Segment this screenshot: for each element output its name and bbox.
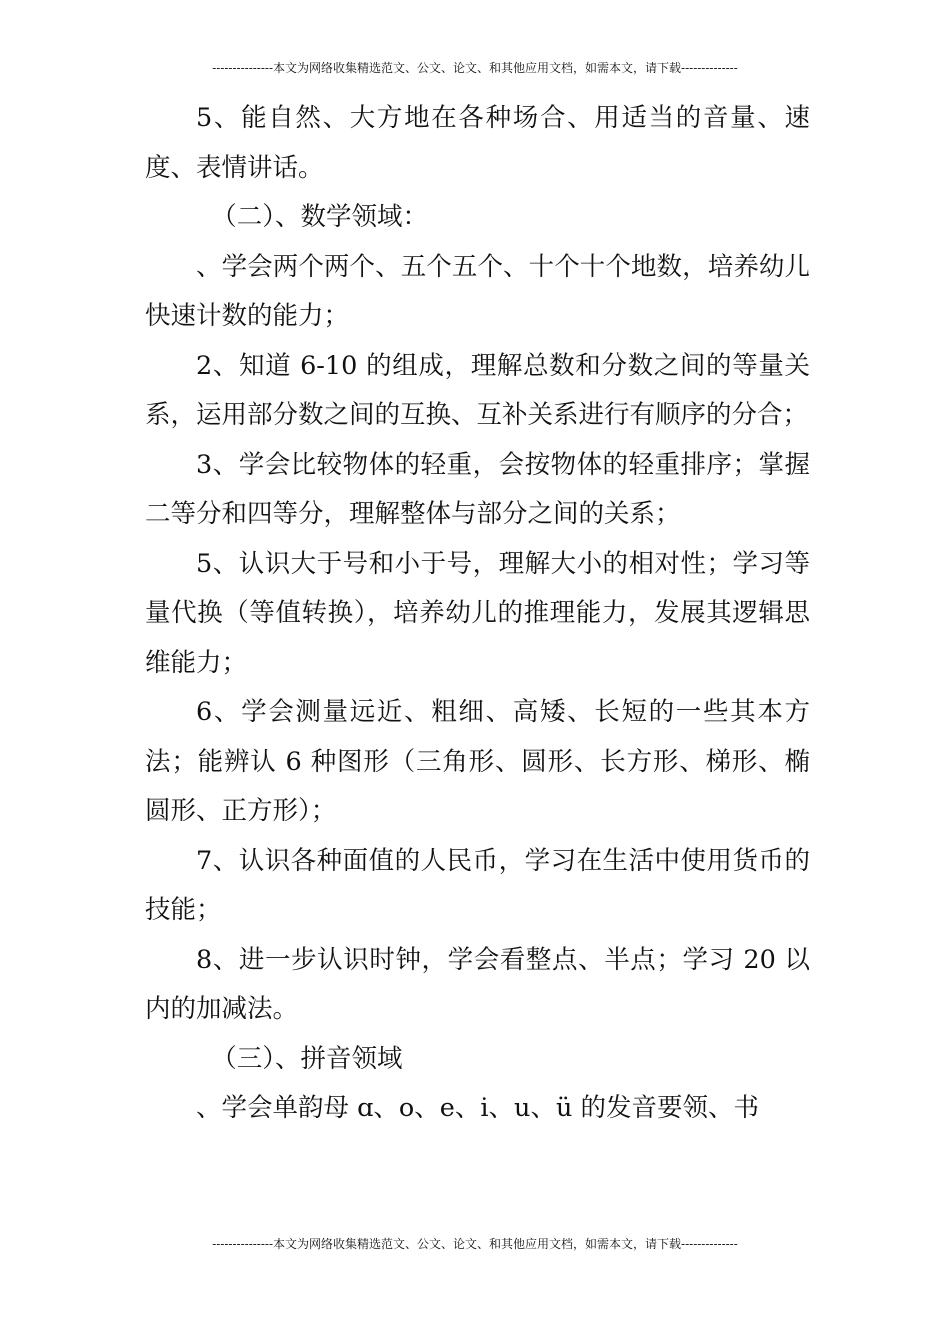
section-heading-math: （二）、数学领域： bbox=[211, 202, 429, 232]
paragraph-math-item-6: 6、学会测量远近、粗细、高矮、长短的一些其本方法；能辨认 6 种图形（三角形、圆形、长方形、梯形、椭圆形、正方形）； bbox=[145, 697, 810, 826]
paragraph-math-item-7: 7、认识各种面值的人民币，学习在生活中使用货币的技能； bbox=[145, 845, 810, 925]
paragraph-math-item-2: 2、知道 6-10 的组成，理解总数和分数之间的等量关系，运用部分数之间的互换、互补关系进行有顺序的分合； bbox=[145, 350, 810, 430]
paragraph-pinyin-item-1: 、学会单韵母 ɑ、o、e、i、u、ü 的发音要领、书 bbox=[196, 1093, 759, 1123]
paragraph-math-item-1: 、学会两个两个、五个五个、十个十个地数，培养幼儿快速计数的能力； bbox=[145, 251, 810, 331]
paragraph-math-item-3: 3、学会比较物体的轻重，会按物体的轻重排序；掌握二等分和四等分，理解整体与部分之间的关系； bbox=[145, 449, 810, 529]
paragraph-math-item-5: 5、认识大于号和小于号，理解大小的相对性；学习等量代换（等值转换），培养幼儿的推理能力，发展其逻辑思维能力； bbox=[145, 548, 810, 678]
paragraph-math-item-8: 8、进一步认识时钟，学会看整点、半点；学习 20 以内的加减法。 bbox=[145, 944, 810, 1024]
page-header-banner: ---------------本文为网络收集精选范文、公文、论文、和其他应用文档，如需本文，请下载-------------- bbox=[212, 61, 738, 75]
section-heading-pinyin: （三）、拼音领域 bbox=[211, 1043, 403, 1074]
paragraph-language-item-5: 5、能自然、大方地在各种场合、用适当的音量、速度、表情讲话。 bbox=[145, 103, 810, 183]
page-footer-banner: ---------------本文为网络收集精选范文、公文、论文、和其他应用文档，如需本文，请下载-------------- bbox=[212, 1237, 738, 1251]
document-body bbox=[145, 94, 810, 1134]
